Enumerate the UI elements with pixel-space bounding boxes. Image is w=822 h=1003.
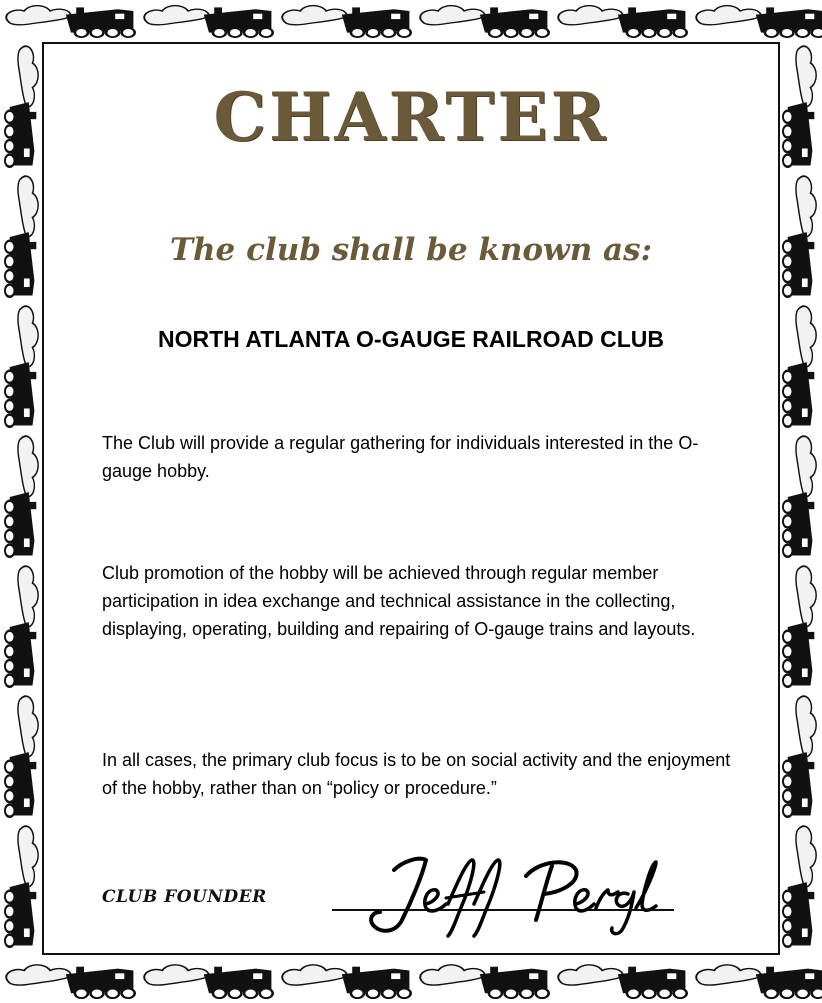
- steam-locomotive-icon: [696, 965, 822, 998]
- steam-locomotive-icon: [282, 965, 410, 998]
- founder-label: CLUB FOUNDER: [102, 887, 267, 907]
- steam-locomotive-icon: [783, 436, 816, 557]
- charter-paragraph-3: In all cases, the primary club focus is to be on social activity and the enjoyment of the hobby, rather than on “policy or procedure.”: [102, 750, 731, 798]
- steam-locomotive-icon: [144, 6, 272, 38]
- certificate-title: CHARTER: [213, 78, 609, 156]
- steam-locomotive-icon: [783, 566, 816, 687]
- certificate-panel: [42, 42, 780, 955]
- steam-locomotive-icon: [5, 566, 38, 687]
- steam-locomotive-icon: [5, 826, 38, 947]
- certificate-subtitle: The club shall be known as:: [169, 232, 653, 268]
- steam-locomotive-icon: [558, 6, 686, 38]
- steam-locomotive-icon: [144, 965, 272, 998]
- charter-paragraph-1: The Club will provide a regular gathering for individuals interested in the O-gauge hobby.: [102, 433, 699, 481]
- steam-locomotive-icon: [420, 6, 548, 38]
- steam-locomotive-icon: [6, 6, 134, 38]
- steam-locomotive-icon: [696, 6, 822, 38]
- steam-locomotive-icon: [783, 826, 816, 947]
- charter-paragraph-2: Club promotion of the hobby will be achieved through regular member participation in idea exchange and technical assistance in the collecting, displaying, operating, building and repairing of O-gauge trains and layouts.: [102, 563, 696, 639]
- steam-locomotive-icon: [5, 696, 38, 817]
- steam-locomotive-icon: [5, 306, 38, 427]
- steam-locomotive-icon: [783, 696, 816, 817]
- club-name: NORTH ATLANTA O-GAUGE RAILROAD CLUB: [158, 326, 664, 352]
- steam-locomotive-icon: [420, 965, 548, 998]
- steam-locomotive-icon: [6, 965, 134, 998]
- steam-locomotive-icon: [282, 6, 410, 38]
- steam-locomotive-icon: [783, 306, 816, 427]
- steam-locomotive-icon: [558, 965, 686, 998]
- founder-signature: [356, 842, 676, 938]
- steam-locomotive-icon: [5, 436, 38, 557]
